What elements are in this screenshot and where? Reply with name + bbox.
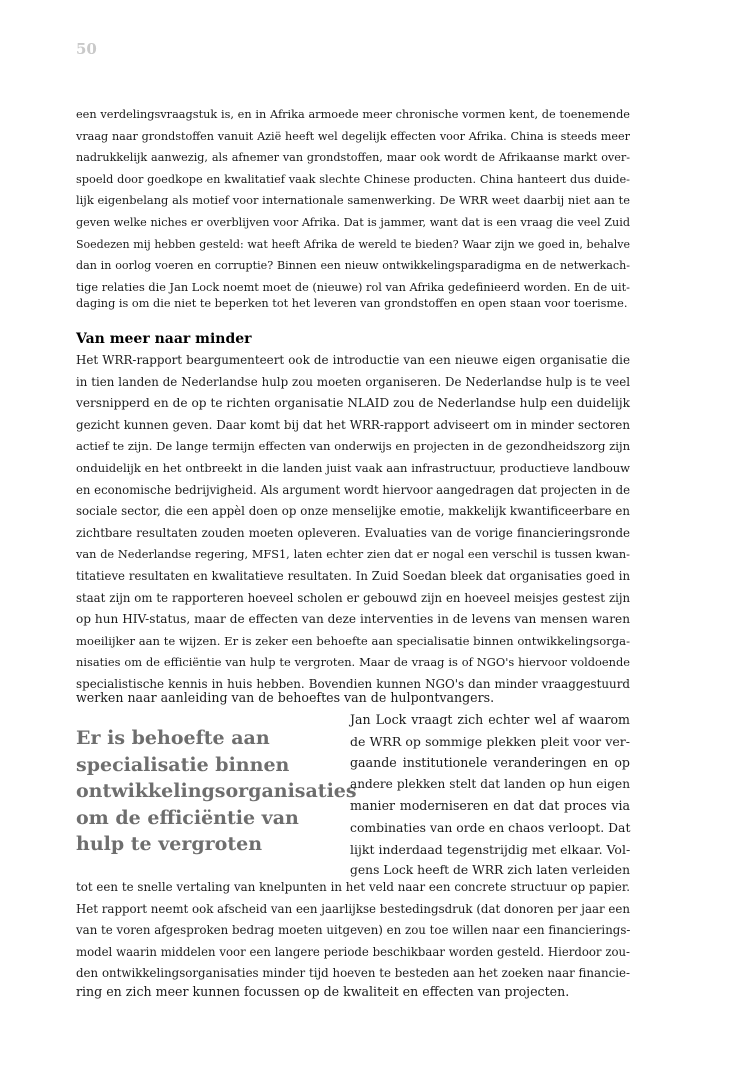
text-line: combinaties van orde en chaos verloopt. Dat	[350, 820, 631, 835]
text-line: manier moderniseren en dat dat proces via	[350, 798, 630, 814]
pull-quote-line: Er is behoefte aan	[76, 727, 270, 749]
text-line: Soedezen mij hebben gesteld: wat heeft Afrika de wereld te bieden? Waar zijn we goed in, behalve	[76, 237, 630, 251]
text-line: nadrukkelijk aanwezig, als afnemer van grondstoffen, maar ook wordt de Afrikaanse markt over-	[76, 151, 630, 165]
text-line: zichtbare resultaten zouden moeten opleveren. Evaluaties van de vorige financieringsronde	[76, 525, 630, 540]
text-line: op hun HIV-status, maar de effecten van deze interventies in de levens van mensen waren	[76, 612, 630, 627]
text-line: spoeld door goedkope en kwalitatief vaak slechte Chinese producten. China hanteert dus duide-	[76, 172, 630, 186]
text-line: en economische bedrijvigheid. Als argument wordt hiervoor aangedragen dat projecten in de	[76, 482, 630, 497]
text-line: van de Nederlandse regering, MFS1, laten echter zien dat er nogal een verschil is tussen kwan-	[76, 548, 630, 562]
text-line: in tien landen de Nederlandse hulp zou moeten organiseren. De Nederlandse hulp is te veel	[76, 374, 630, 389]
text-line: lijk eigenbelang als motief voor internationale samenwerking. De WRR weet daarbij niet aan te	[76, 193, 630, 208]
text-line: ring en zich meer kunnen focussen op de kwaliteit en effecten van projecten.	[76, 984, 570, 999]
pull-quote-line: om de efficiëntie van	[76, 806, 299, 829]
text-line: lijkt inderdaad tegenstrijdig met elkaar. Vol-	[350, 841, 631, 857]
text-line: een verdelingsvraagstuk is, en in Afrika armoede meer chronische vormen kent, de toenemende	[76, 108, 630, 121]
text-line: vraag naar grondstoffen vanuit Azië heeft wel degelijk effecten voor Afrika. China is steeds meer	[76, 129, 630, 143]
text-line: onduidelijk en het ontbreekt in die landen juist vaak aan infrastructuur, productieve landbouw	[76, 461, 630, 475]
pull-quote	[76, 725, 357, 858]
pull-quote-line: ontwikkelingsorganisaties	[76, 780, 357, 802]
text-line: tot een te snelle vertaling van knelpunten in het veld naar een concrete structuur op papier.	[76, 880, 630, 894]
text-line: model waarin middelen voor een langere periode beschikbaar worden gesteld. Hierdoor zou-	[76, 944, 630, 959]
text-line: den ontwikkelingsorganisaties minder tijd hoeven te besteden aan het zoeken naar financie-	[76, 966, 630, 981]
text-line: andere plekken stelt dat landen op hun eigen	[350, 776, 630, 791]
text-line: Het WRR-rapport beargumenteert ook de introductie van een nieuwe eigen organisatie die	[76, 353, 630, 367]
text-line: nisaties om de efficiëntie van hulp te vergroten. Maar de vraag is of NGO's hiervoor voldoende	[76, 655, 630, 670]
text-line: daging is om die niet te beperken tot het leveren van grondstoffen en open staan voor toerisme.	[76, 297, 628, 310]
text-line: werken naar aanleiding van de behoeftes van de hulpontvangers.	[76, 690, 495, 705]
text-line: geven welke niches er overblijven voor Afrika. Dat is jammer, want dat is een vraag die veel Zuid	[76, 216, 630, 229]
text-line: versnipperd en de op te richten organisatie NLAID zou de Nederlandse hulp een duidelijk	[76, 396, 630, 411]
text-line: gezicht kunnen geven. Daar komt bij dat het WRR-rapport adviseert om in minder sectoren	[76, 417, 630, 432]
text-line: gens Lock heeft de WRR zich laten verleiden	[350, 863, 630, 878]
text-line: Jan Lock vraagt zich echter wel af waarom	[350, 712, 630, 727]
text-line: sociale sector, die een appèl doen op onze menselijke emotie, makkelijk kwantificeerbare en	[76, 504, 630, 519]
text-line: moeilijker aan te wijzen. Er is zeker een behoefte aan specialisatie binnen ontwikkelingsorga-	[76, 633, 630, 648]
text-line: de WRR op sommige plekken pleit voor ver-	[350, 733, 630, 749]
pull-quote-line: specialisatie binnen	[76, 753, 290, 776]
text-line: specialistische kennis in huis hebben. Bovendien kunnen NGO's dan minder vraaggestuurd	[76, 677, 630, 691]
text-line: van te voren afgesproken bedrag moeten uitgeven) en zou toe willen naar een financierings-	[76, 923, 631, 938]
text-line: Het rapport neemt ook afscheid van een jaarlijkse bestedingsdruk (dat donoren per jaar een	[76, 901, 630, 916]
text-line: dan in oorlog voeren en corruptie? Binnen een nieuw ontwikkelingsparadigma en de netwerkach-	[76, 259, 630, 273]
section-heading: Van meer naar minder	[76, 331, 252, 347]
text-line: tige relaties die Jan Lock noemt moet de (nieuwe) rol van Afrika gedefinieerd worden. En de uit-	[76, 280, 630, 294]
text-line: gaande institutionele veranderingen en op	[350, 755, 630, 771]
text-line: titatieve resultaten en kwalitatieve resultaten. In Zuid Soedan bleek dat organisaties goed in	[76, 569, 630, 583]
text-line: actief te zijn. De lange termijn effecten van onderwijs en projecten in de gezondheidszorg zijn	[76, 439, 631, 454]
page-number: 50	[76, 40, 97, 58]
text-line: staat zijn om te rapporteren hoeveel scholen er gebouwd zijn en hoeveel meisjes gestest zijn	[76, 590, 630, 605]
pull-quote-line: hulp te vergroten	[76, 833, 263, 855]
